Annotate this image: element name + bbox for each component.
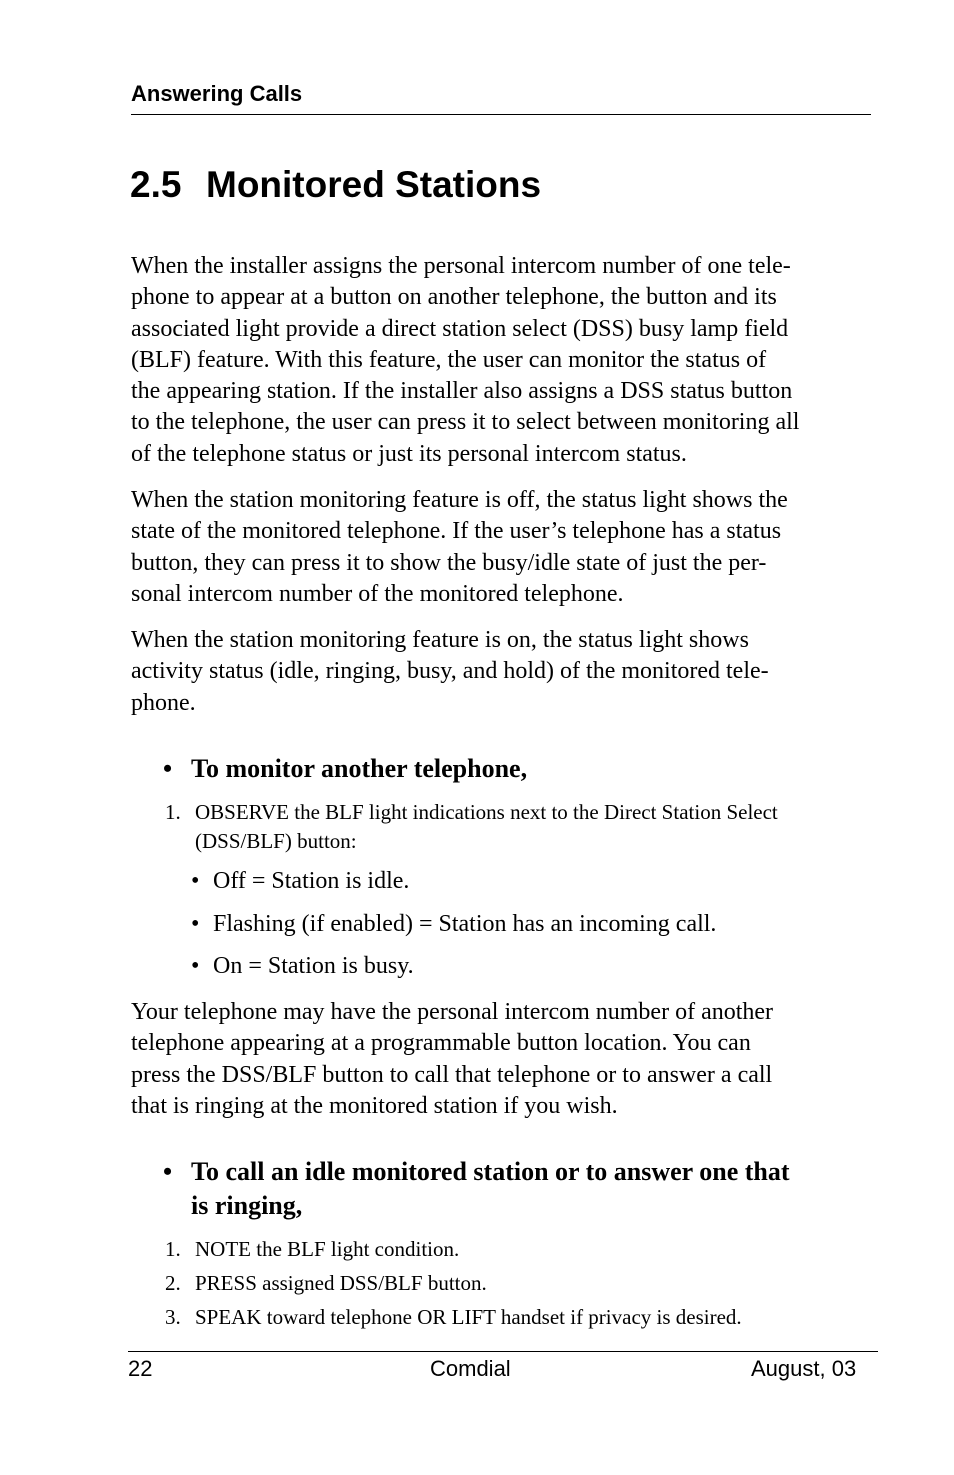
text-line: button, they can press it to show the busy/idle state of just the per- — [131, 549, 767, 576]
header-rule — [131, 114, 871, 115]
bullet-marker: • — [163, 1157, 173, 1186]
step-number: 1. — [165, 1237, 181, 1261]
indication-item — [191, 951, 414, 981]
section-title — [130, 164, 541, 206]
section-title-text: Monitored Stations — [206, 164, 542, 205]
procedure-heading-text — [163, 1155, 790, 1223]
text-line: phone to appear at a button on another telephone, the button and its — [131, 284, 777, 311]
text-line: To call an idle monitored station or to answer one that — [191, 1157, 790, 1186]
procedure-step — [165, 798, 778, 856]
text-line: activity status (idle, ringing, busy, and hold) of the monitored tele- — [131, 658, 769, 685]
footer-rule — [128, 1351, 878, 1352]
step-number: 1. — [165, 800, 181, 824]
text-line: to the telephone, the user can press it to select between monitoring all — [131, 409, 800, 436]
step-text: SPEAK toward telephone OR LIFT handset if privacy is desired. — [195, 1305, 742, 1329]
indication-item — [191, 909, 716, 939]
text-line: press the DSS/BLF button to call that telephone or to answer a call — [131, 1061, 773, 1088]
step-text — [165, 798, 778, 856]
indication-text: Flashing (if enabled) = Station has an incoming call. — [213, 911, 717, 937]
procedure-step — [165, 1269, 487, 1298]
bullet-marker: • — [163, 754, 173, 783]
text-line: state of the monitored telephone. If the user’s telephone has a status — [131, 518, 782, 545]
text-line: (DSS/BLF) button: — [195, 829, 357, 853]
procedure-heading-monitor — [163, 752, 527, 786]
paragraph-monitoring-on — [131, 625, 876, 719]
step-number: 2. — [165, 1271, 181, 1295]
indication-text: On = Station is busy. — [213, 953, 414, 979]
text-line: When the station monitoring feature is on, the status light shows — [131, 627, 749, 653]
procedure-step — [165, 1303, 742, 1332]
text-line: that is ringing at the monitored station if you wish. — [131, 1092, 618, 1119]
section-number: 2.5 — [130, 164, 182, 205]
procedure-heading-text: To monitor another telephone, — [191, 754, 528, 783]
bullet-marker: • — [191, 868, 200, 894]
footer-company: Comdial — [430, 1356, 511, 1381]
text-line: the appearing station. If the installer also assigns a DSS status button — [131, 378, 793, 405]
paragraph-dss-intro — [131, 251, 876, 470]
bullet-marker: • — [191, 911, 200, 937]
step-text: PRESS assigned DSS/BLF button. — [195, 1271, 487, 1295]
step-text: NOTE the BLF light condition. — [195, 1237, 460, 1261]
bullet-marker: • — [191, 953, 200, 979]
paragraph-dss-blf-button — [131, 997, 876, 1122]
text-line: of the telephone status or just its personal intercom status. — [131, 440, 687, 467]
text-line: telephone appearing at a programmable button location. You can — [131, 1030, 751, 1057]
indication-item — [191, 866, 409, 896]
footer-date: August, 03 — [751, 1356, 857, 1381]
page-number: 22 — [128, 1356, 153, 1381]
text-line: associated light provide a direct station select (DSS) busy lamp field — [131, 315, 789, 342]
paragraph-monitoring-off — [131, 485, 876, 610]
step-number: 3. — [165, 1305, 181, 1329]
running-header: Answering Calls — [131, 81, 303, 106]
text-line: OBSERVE the BLF light indications next to the Direct Station Select — [195, 800, 778, 824]
text-line: phone. — [131, 689, 196, 716]
text-line: sonal intercom number of the monitored telephone. — [131, 580, 624, 607]
text-line: When the station monitoring feature is off, the status light shows the — [131, 487, 788, 513]
text-line: (BLF) feature. With this feature, the user can monitor the status of — [131, 346, 767, 373]
text-line: Your telephone may have the personal intercom number of another — [131, 999, 774, 1025]
procedure-heading-call — [163, 1155, 790, 1223]
text-line: is ringing, — [191, 1191, 303, 1220]
procedure-step — [165, 1235, 459, 1264]
indication-text: Off = Station is idle. — [213, 868, 410, 894]
text-line: When the installer assigns the personal intercom number of one tele- — [131, 253, 791, 279]
